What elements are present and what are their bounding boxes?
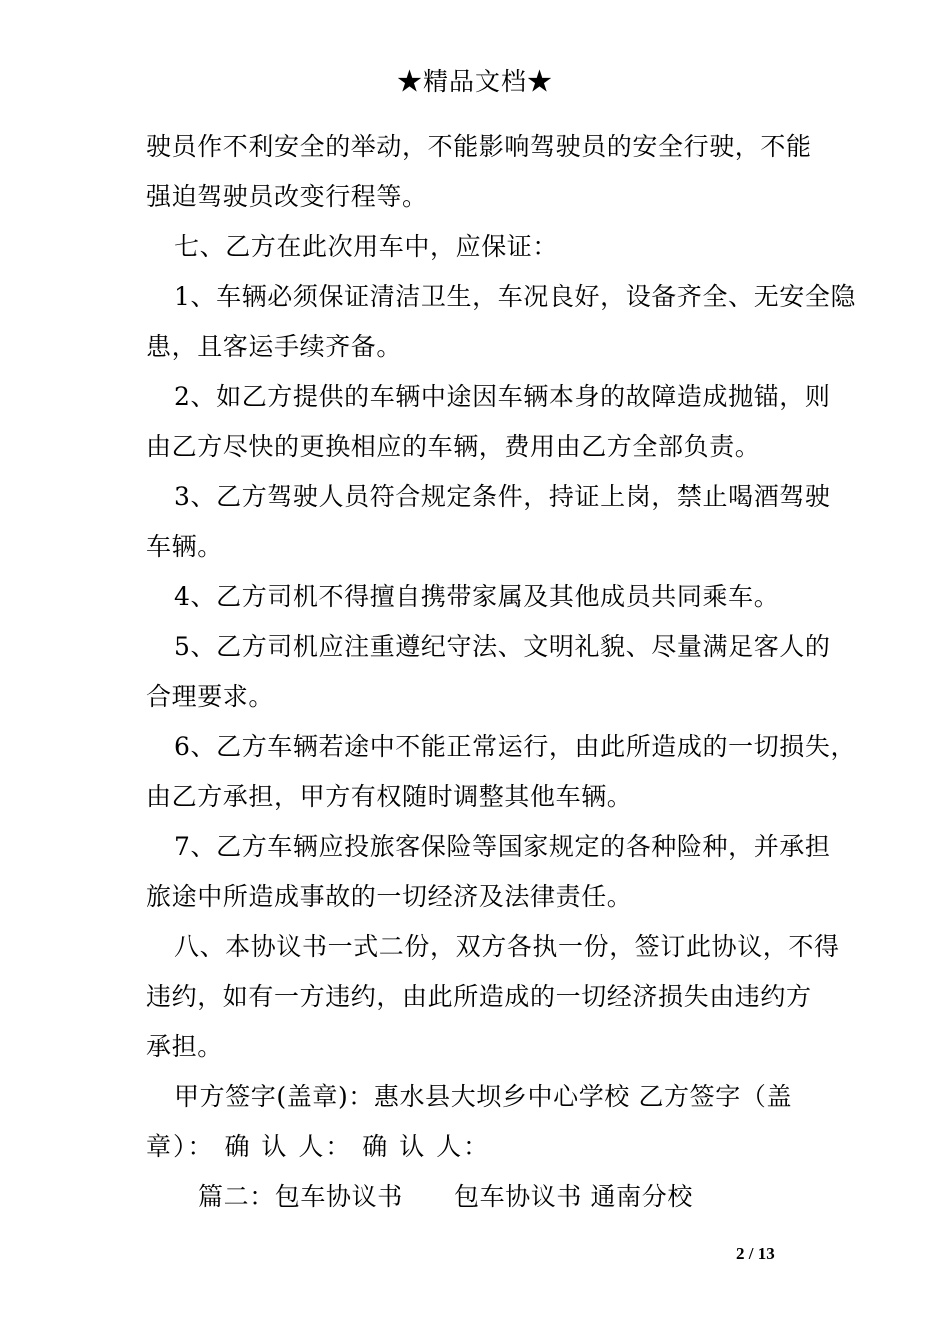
body-line: 强迫驾驶员改变行程等。: [146, 182, 428, 211]
body-line: 患，且客运手续齐备。: [146, 332, 403, 361]
page-header: ★精品文档★: [396, 67, 553, 96]
body-line: 车辆。: [146, 532, 223, 561]
document-body: [146, 122, 857, 1222]
body-line: 驶员作不利安全的举动，不能影响驾驶员的安全行驶，不能: [146, 132, 812, 161]
list-item: 3、乙方驾驶人员符合规定条件，持证上岗，禁止喝酒驾驶: [174, 482, 831, 511]
body-line: 由乙方承担，甲方有权随时调整其他车辆。: [146, 782, 633, 811]
body-line: 违约，如有一方违约，由此所造成的一切经济损失由违约方: [146, 982, 812, 1011]
list-item: 5、乙方司机应注重遵纪守法、文明礼貌、尽量满足客人的: [174, 632, 831, 661]
list-item: 1、车辆必须保证清洁卫生，车况良好，设备齐全、无安全隐: [174, 282, 857, 311]
list-item: 7、乙方车辆应投旅客保险等国家规定的各种险种，并承担: [174, 832, 831, 861]
body-line: 合理要求。: [146, 682, 275, 711]
body-line: 承担。: [146, 1032, 223, 1061]
list-item: 2、如乙方提供的车辆中途因车辆本身的故障造成抛锚，则: [174, 382, 831, 411]
signature-line: 甲方签字(盖章)：惠水县大坝乡中心学校 乙方签字（盖: [174, 1082, 793, 1111]
body-line: 旅途中所造成事故的一切经济及法律责任。: [146, 882, 633, 911]
signature-line: 章）： 确 认 人： 确 认 人：: [146, 1132, 491, 1161]
next-article-title: 篇二：包车协议书 包车协议书 通南分校: [198, 1182, 693, 1211]
list-item: 6、乙方车辆若途中不能正常运行，由此所造成的一切损失，: [174, 732, 857, 761]
list-item: 4、乙方司机不得擅自携带家属及其他成员共同乘车。: [174, 582, 780, 611]
body-line: 由乙方尽快的更换相应的车辆，费用由乙方全部负责。: [146, 432, 761, 461]
section-heading: 八、本协议书一式二份，双方各执一份，签订此协议，不得: [174, 932, 840, 961]
page-number: 2 / 13: [736, 1244, 775, 1263]
section-heading: 七、乙方在此次用车中，应保证：: [174, 232, 559, 261]
